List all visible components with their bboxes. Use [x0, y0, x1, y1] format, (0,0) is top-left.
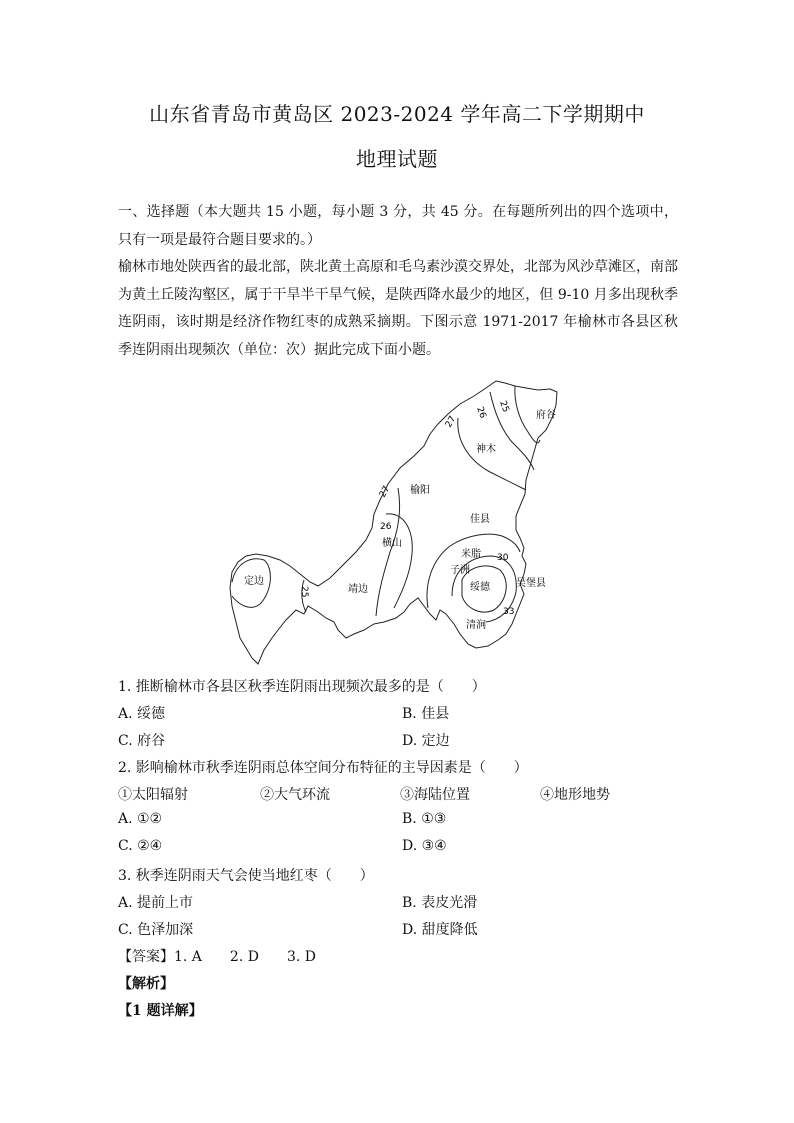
- isoline-label: 25: [299, 586, 309, 598]
- place-qingjian: 清涧: [466, 620, 486, 631]
- q1-stem: 1. 推断榆林市各县区秋季连阴雨出现频次最多的是（ ）: [118, 679, 486, 695]
- place-suide: 绥德: [470, 582, 490, 593]
- place-dingbian: 定边: [244, 576, 264, 587]
- q3-stem: 3. 秋季连阴雨天气会使当地红枣（ ）: [118, 868, 374, 884]
- q3-option-b: B. 表皮光滑: [402, 895, 478, 911]
- isoline-label: 30: [497, 553, 509, 563]
- q2-factor-4: ④地形地势: [540, 787, 610, 803]
- q1-option-d: D. 定边: [402, 733, 450, 749]
- q3-option-c: C. 色泽加深: [118, 922, 194, 938]
- q2-factor-1: ①太阳辐射: [118, 787, 188, 803]
- q2-option-d: D. ③④: [402, 838, 447, 854]
- place-yuyang: 榆阳: [410, 485, 430, 496]
- place-wubu: 吴堡县: [516, 578, 546, 589]
- q2-option-a: A. ①②: [118, 811, 163, 827]
- isoline-label: 27: [377, 484, 393, 500]
- q1-option-a: A. 绥德: [118, 706, 166, 722]
- title-line-1: 山东省青岛市黄岛区 2023-2024 学年高二下学期期中: [149, 102, 645, 126]
- q3-option-a: A. 提前上市: [118, 895, 194, 911]
- place-jingbian: 靖边: [348, 584, 368, 595]
- isoline-label: 26: [474, 405, 488, 420]
- place-fugu: 府谷: [536, 410, 556, 421]
- section-header: 一、选择题（本大题共 15 小题，每小题 3 分，共 45 分。在每题所列出的四个选项中，只有一项是最符合题目要求的。）: [118, 204, 678, 248]
- isoline-label: 33: [503, 607, 515, 617]
- passage: 榆林市地处陕西省的最北部，陕北黄土高原和毛乌素沙漠交界处，北部为风沙草滩区，南部为黄土丘陵沟壑区，属于干旱半干旱气候，是陕西降水最少的地区，但 9-10 月多出现秋季连阴雨，该时期是经济作物红枣的成熟采摘期。下图示意 1971-2017 年榆林市各县区秋季连阴雨出现频次（单位：次）据此完成下面小题。: [118, 259, 678, 358]
- q2-stem: 2. 影响榆林市秋季连阴雨总体空间分布特征的主导因素是（ ）: [118, 760, 528, 776]
- q1-option-c: C. 府谷: [118, 733, 166, 749]
- answer-line: 【答案】1. A 2. D 3. D: [118, 949, 316, 965]
- place-shenmu: 神木: [476, 444, 496, 455]
- q1-option-b: B. 佳县: [402, 706, 450, 722]
- title-line-2: 地理试题: [356, 147, 438, 171]
- q2-factor-2: ②大气环流: [260, 787, 330, 803]
- map-boundary: [230, 381, 557, 664]
- q2-option-b: B. ①③: [402, 811, 447, 827]
- yulin-map: [224, 375, 564, 670]
- isoline-label: 26: [380, 522, 392, 532]
- q3-option-d: D. 甜度降低: [402, 922, 478, 938]
- place-jiaxian: 佳县: [470, 514, 490, 525]
- place-mizhi: 米脂: [461, 549, 481, 560]
- q2-option-c: C. ②④: [118, 838, 163, 854]
- place-hengshan: 横山: [382, 538, 402, 549]
- isoline-label: 27: [443, 414, 459, 430]
- detail-heading: 【1 题详解】: [118, 1003, 203, 1019]
- analysis-heading: 【解析】: [118, 976, 174, 992]
- isoline-label: 25: [497, 399, 511, 414]
- place-zizhou: 子洲: [450, 565, 470, 576]
- q2-factor-3: ③海陆位置: [400, 787, 470, 803]
